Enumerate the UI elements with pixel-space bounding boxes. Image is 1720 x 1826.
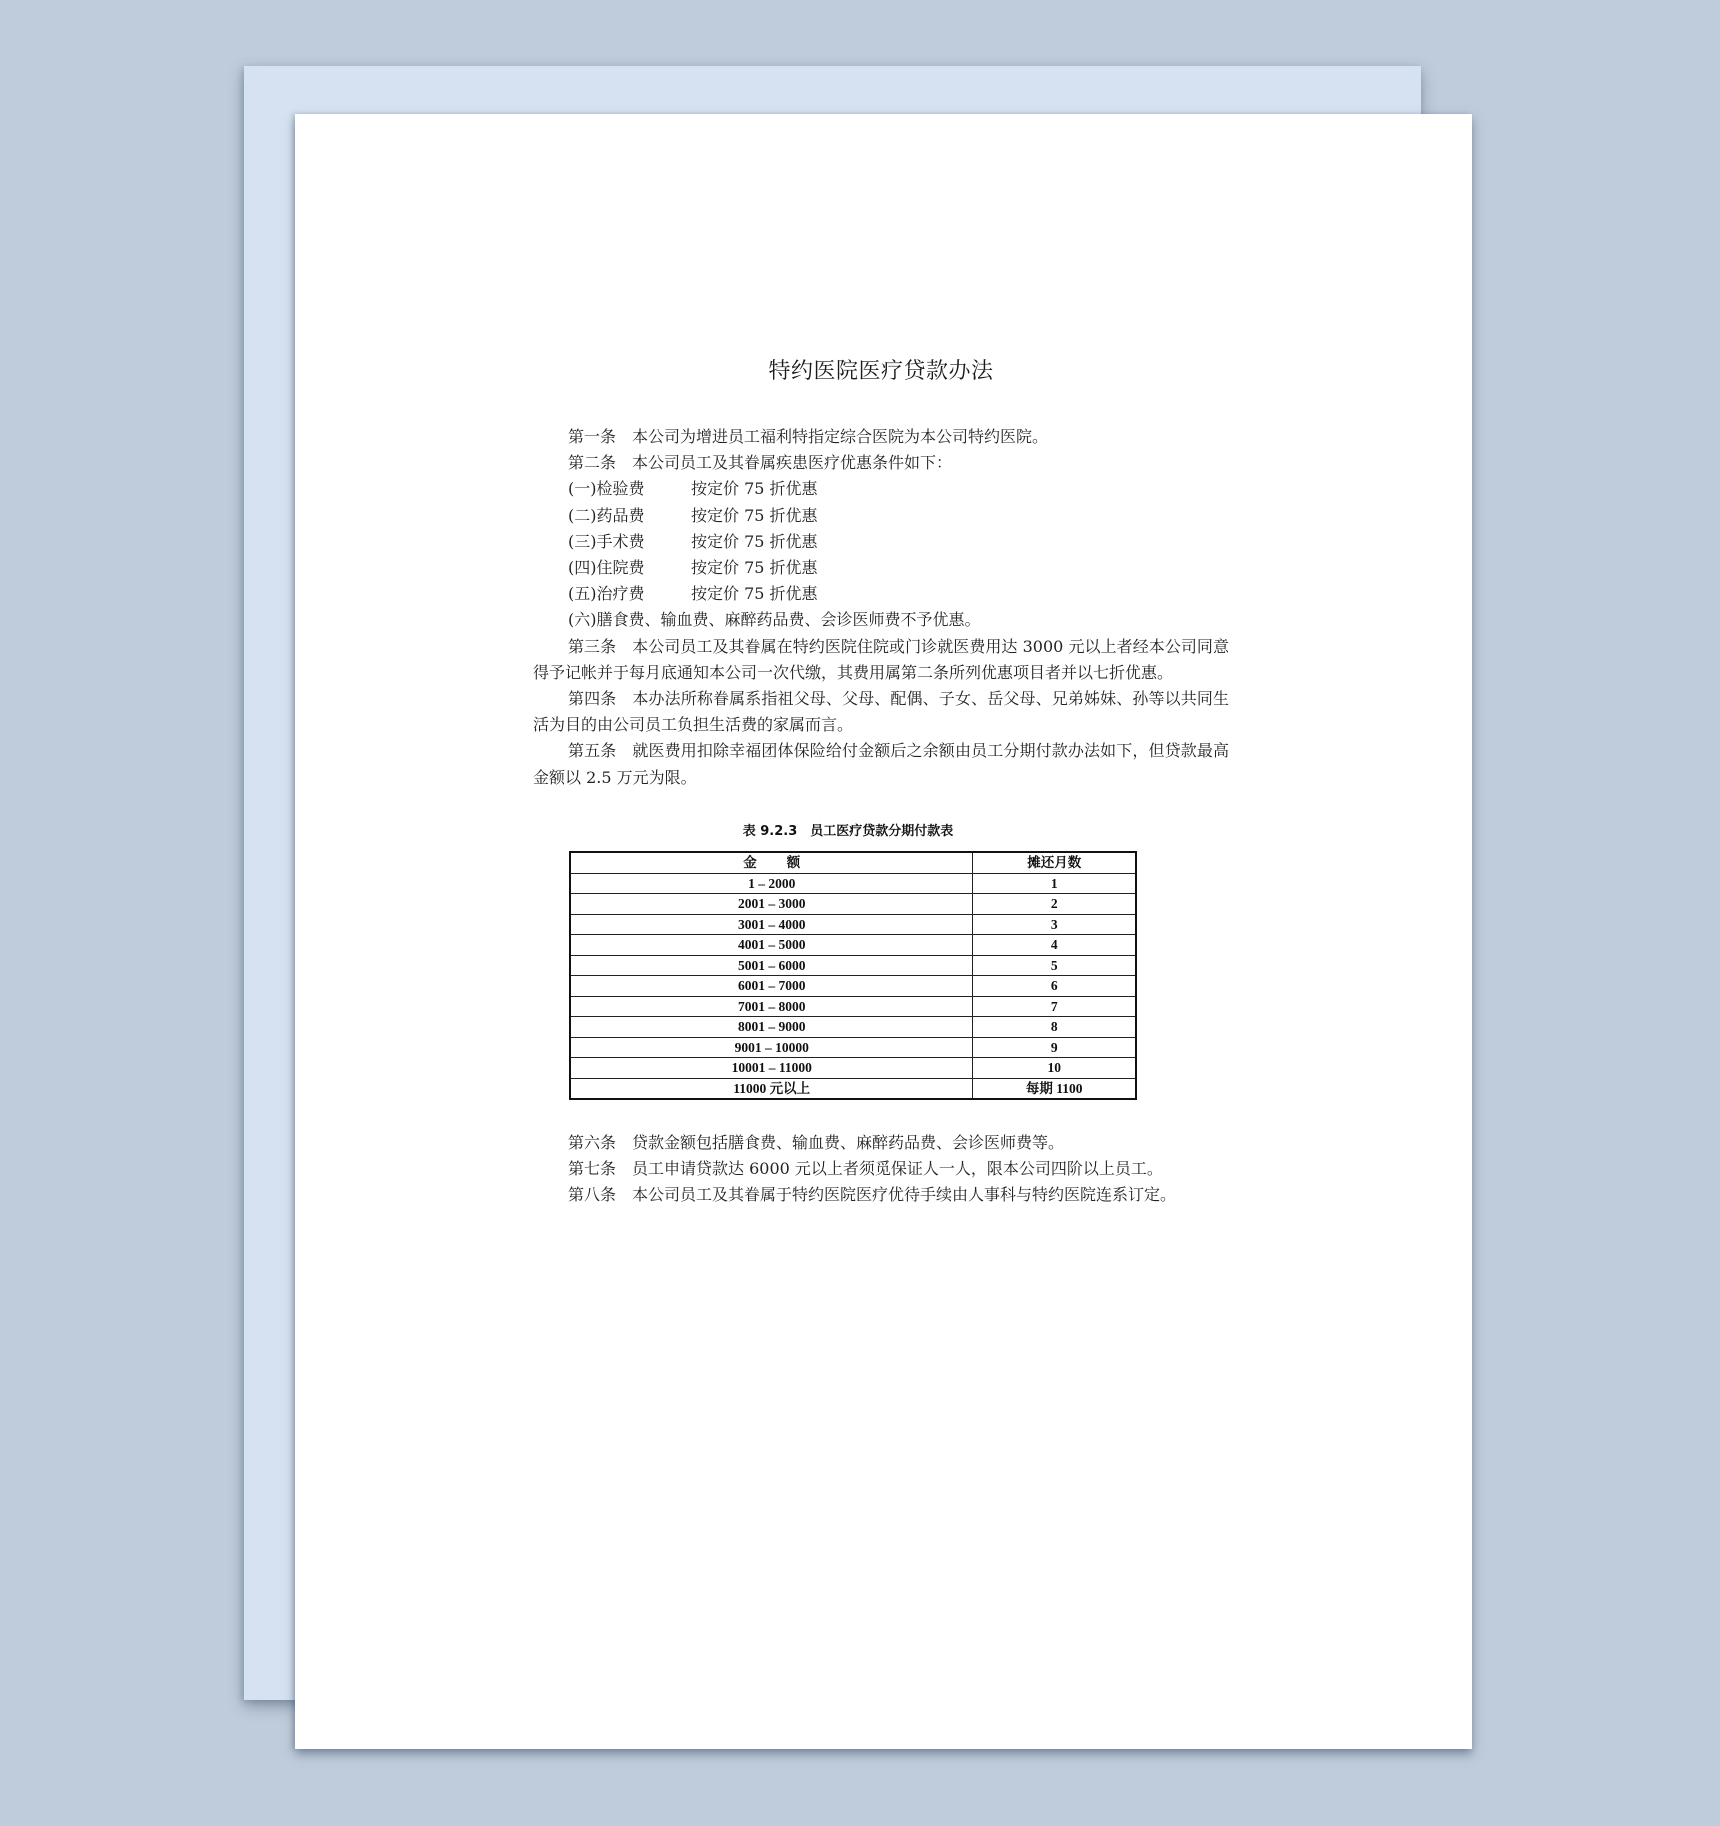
article-text: 贷款金额包括膳食费、输血费、麻醉药品费、会诊医师费等。 bbox=[632, 1133, 1065, 1152]
cell-amount: 7001 – 8000 bbox=[570, 996, 973, 1017]
cell-months: 3 bbox=[973, 914, 1136, 935]
article-3 bbox=[533, 634, 1229, 686]
cell-amount: 4001 – 5000 bbox=[570, 935, 973, 956]
cell-amount: 3001 – 4000 bbox=[570, 914, 973, 935]
document-body-part1 bbox=[533, 424, 1229, 791]
article-text: 本公司员工及其眷属疾患医疗优惠条件如下： bbox=[632, 453, 953, 473]
cell-months: 8 bbox=[973, 1017, 1136, 1038]
cell-months: 9 bbox=[973, 1037, 1136, 1058]
installment-table bbox=[569, 851, 1137, 1100]
discount-item bbox=[533, 503, 1229, 529]
table-caption: 表 9.2.3 员工医疗贷款分期付款表 bbox=[742, 824, 954, 839]
cell-months: 7 bbox=[973, 996, 1136, 1017]
item-name: (五)治疗费 bbox=[568, 584, 645, 604]
article-2 bbox=[533, 450, 1229, 476]
article-8 bbox=[533, 1182, 1253, 1208]
item-name: (三)手术费 bbox=[568, 531, 645, 551]
cell-amount: 6001 – 7000 bbox=[570, 976, 973, 997]
article-4 bbox=[533, 686, 1229, 738]
article-number: 第八条 bbox=[568, 1185, 617, 1205]
article-number: 第一条 bbox=[568, 427, 617, 446]
article-text: 就医费用扣除幸福团体保险给付金额后之余额由员工分期付款办法如下，但贷款最高金额以 2.5 万元为限。 bbox=[533, 741, 1229, 787]
table-row bbox=[570, 996, 1136, 1017]
cell-months: 4 bbox=[973, 935, 1136, 956]
article-number: 第三条 bbox=[568, 636, 617, 656]
table-row bbox=[570, 1017, 1136, 1038]
document-title: 特约医院医疗贷款办法 bbox=[768, 359, 994, 384]
cell-months: 5 bbox=[973, 955, 1136, 976]
item-terms: 按定价 75 折优惠 bbox=[691, 479, 818, 499]
article-text: 本公司员工及其眷属于特约医院医疗优待手续由人事科与特约医院连系订定。 bbox=[632, 1185, 1177, 1205]
article-number: 第七条 bbox=[568, 1159, 617, 1179]
cell-amount: 2001 – 3000 bbox=[570, 894, 973, 915]
item-name: (二)药品费 bbox=[568, 505, 645, 525]
article-text: 本公司员工及其眷属在特约医院住院或门诊就医费用达 3000 元以上者经本公司同意得予记帐并于每月底通知本公司一次代缴，其费用属第二条所列优惠项目者并以七折优惠。 bbox=[533, 636, 1229, 682]
item-name: (四)住院费 bbox=[568, 558, 645, 578]
table-row bbox=[570, 1037, 1136, 1058]
table-row bbox=[570, 1078, 1136, 1099]
header-months: 摊还月数 bbox=[973, 852, 1136, 873]
item-terms: 按定价 75 折优惠 bbox=[691, 531, 818, 551]
table-row bbox=[570, 894, 1136, 915]
article-text: 本办法所称眷属系指祖父母、父母、配偶、子女、岳父母、兄弟姊妹、孙等以共同生活为目的由公司员工负担生活费的家属而言。 bbox=[533, 689, 1229, 735]
cell-months: 每期 1100 bbox=[973, 1078, 1136, 1099]
table-row bbox=[570, 955, 1136, 976]
article-text: 员工申请贷款达 6000 元以上者须觅保证人一人，限本公司四阶以上员工。 bbox=[632, 1159, 1163, 1179]
cell-amount: 5001 – 6000 bbox=[570, 955, 973, 976]
discount-item bbox=[533, 555, 1229, 581]
cell-months: 10 bbox=[973, 1058, 1136, 1079]
document-body-part2 bbox=[533, 1130, 1253, 1209]
table-row bbox=[570, 914, 1136, 935]
article-number: 第四条 bbox=[568, 689, 617, 709]
item-terms: 按定价 75 折优惠 bbox=[691, 558, 818, 578]
item-terms: 按定价 75 折优惠 bbox=[691, 584, 818, 604]
cell-amount: 9001 – 10000 bbox=[570, 1037, 973, 1058]
document-page bbox=[295, 114, 1472, 1749]
discount-item bbox=[533, 476, 1229, 502]
cell-amount: 8001 – 9000 bbox=[570, 1017, 973, 1038]
discount-item bbox=[533, 581, 1229, 607]
installment-table-block bbox=[569, 823, 1137, 1100]
article-6 bbox=[533, 1130, 1253, 1156]
article-number: 第六条 bbox=[568, 1133, 617, 1152]
header-amount: 金额 bbox=[570, 852, 973, 873]
article-text: 本公司为增进员工福利特指定综合医院为本公司特约医院。 bbox=[632, 427, 1049, 446]
cell-amount: 10001 – 11000 bbox=[570, 1058, 973, 1079]
article-7 bbox=[533, 1156, 1253, 1182]
discount-item bbox=[533, 529, 1229, 555]
table-header-row bbox=[570, 852, 1136, 873]
excluded-item: (六)膳食费、输血费、麻醉药品费、会诊医师费不予优惠。 bbox=[568, 610, 981, 630]
cell-months: 2 bbox=[973, 894, 1136, 915]
article-5 bbox=[533, 738, 1229, 790]
cell-months: 6 bbox=[973, 976, 1136, 997]
article-number: 第二条 bbox=[568, 453, 617, 473]
table-row bbox=[570, 1058, 1136, 1079]
item-terms: 按定价 75 折优惠 bbox=[691, 505, 818, 525]
cell-amount: 11000 元以上 bbox=[570, 1078, 973, 1099]
cell-amount: 1 – 2000 bbox=[570, 873, 973, 894]
cell-months: 1 bbox=[973, 873, 1136, 894]
table-row bbox=[570, 976, 1136, 997]
article-number: 第五条 bbox=[568, 741, 617, 761]
item-name: (一)检验费 bbox=[568, 479, 645, 499]
table-row bbox=[570, 935, 1136, 956]
article-1 bbox=[533, 424, 1229, 450]
table-row bbox=[570, 873, 1136, 894]
